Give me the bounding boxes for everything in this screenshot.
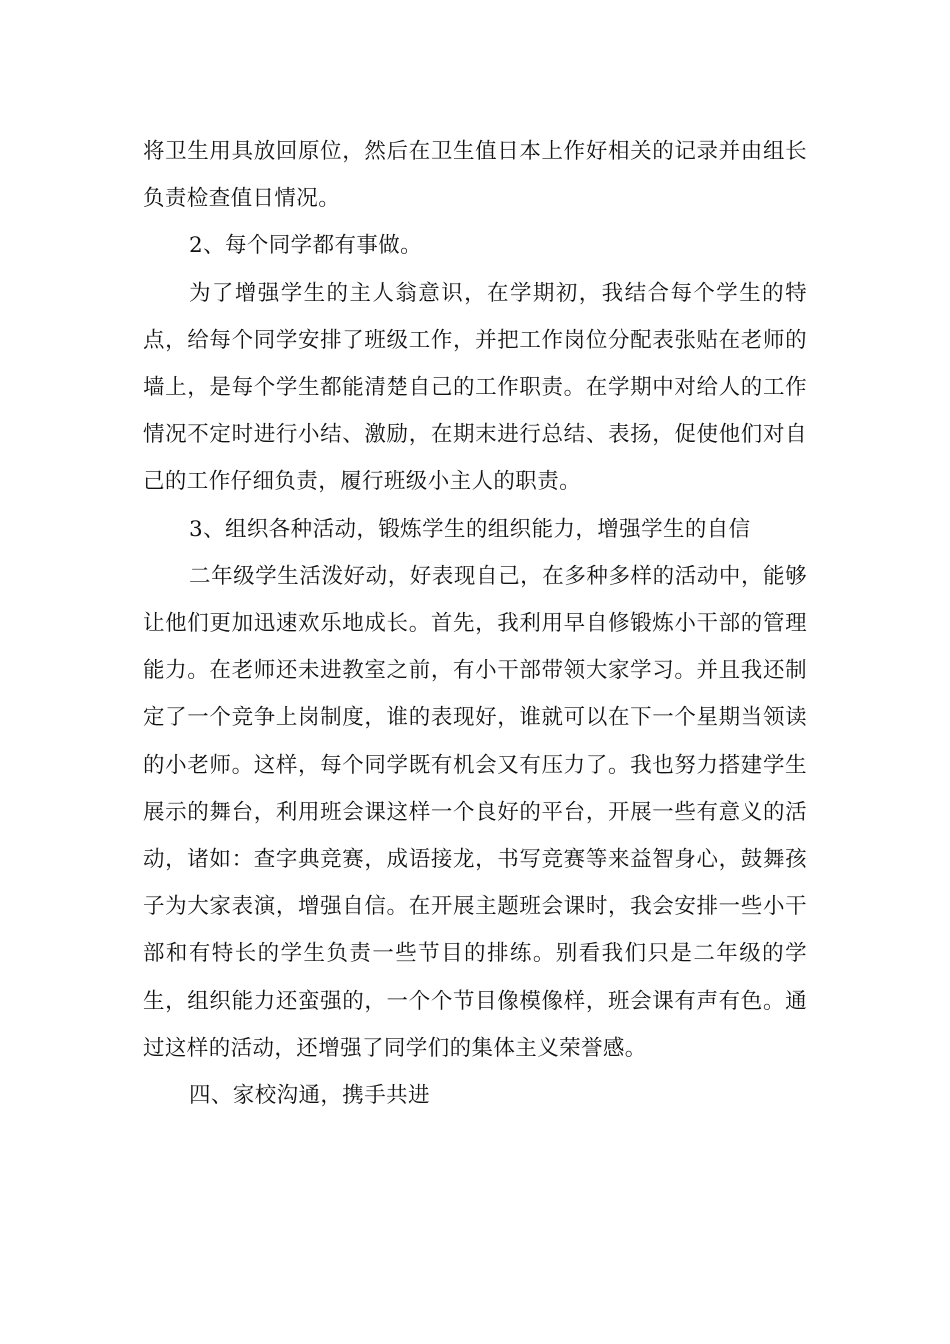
paragraph-continuation: 将卫生用具放回原位，然后在卫生值日本上作好相关的记录并由组长负责检查值日情况。 [143,139,807,212]
paragraph-organize-activities: 二年级学生活泼好动，好表现自己，在多种多样的活动中，能够让他们更加迅速欢乐地成长。首先，我利用早自修锻炼小干部的管理能力。在老师还未进教室之前，有小干部带领大家学习。并且我还制定了一个竞争上岗制度，谁的表现好，谁就可以在下一个星期当领读的小老师。这样，每个同学既有机会又有压力了。我也努力搭建学生展示的舞台，利用班会课这样一个良好的平台，开展一些有意义的活动，诸如：查字典竞赛，成语接龙，书写竞赛等来益智身心，鼓舞孩子为大家表演，增强自信。在开展主题班会课时，我会安排一些小干部和有特长的学生负责一些节目的排练。别看我们只是二年级的学生，组织能力还蛮强的，一个个节目像模像样，班会课有声有色。通过这样的活动，还增强了同学们的集体主义荣誉感。 [143,563,807,1061]
document-body [143,128,807,1119]
paragraph-everyone-has-task: 为了增强学生的主人翁意识，在学期初，我结合每个学生的特点，给每个同学安排了班级工作，并把工作岗位分配表张贴在老师的墙上，是每个学生都能清楚自己的工作职责。在学期中对给人的工作情况不定时进行小结、激励，在期末进行总结、表扬，促使他们对自己的工作仔细负责，履行班级小主人的职责。 [143,280,807,495]
subheading-everyone-has-task: 2、每个同学都有事做。 [189,233,423,259]
section-heading-home-school: 四、家校沟通，携手共进 [189,1083,430,1109]
subheading-organize-activities: 3、组织各种活动，锻炼学生的组织能力，增强学生的自信 [189,516,751,542]
